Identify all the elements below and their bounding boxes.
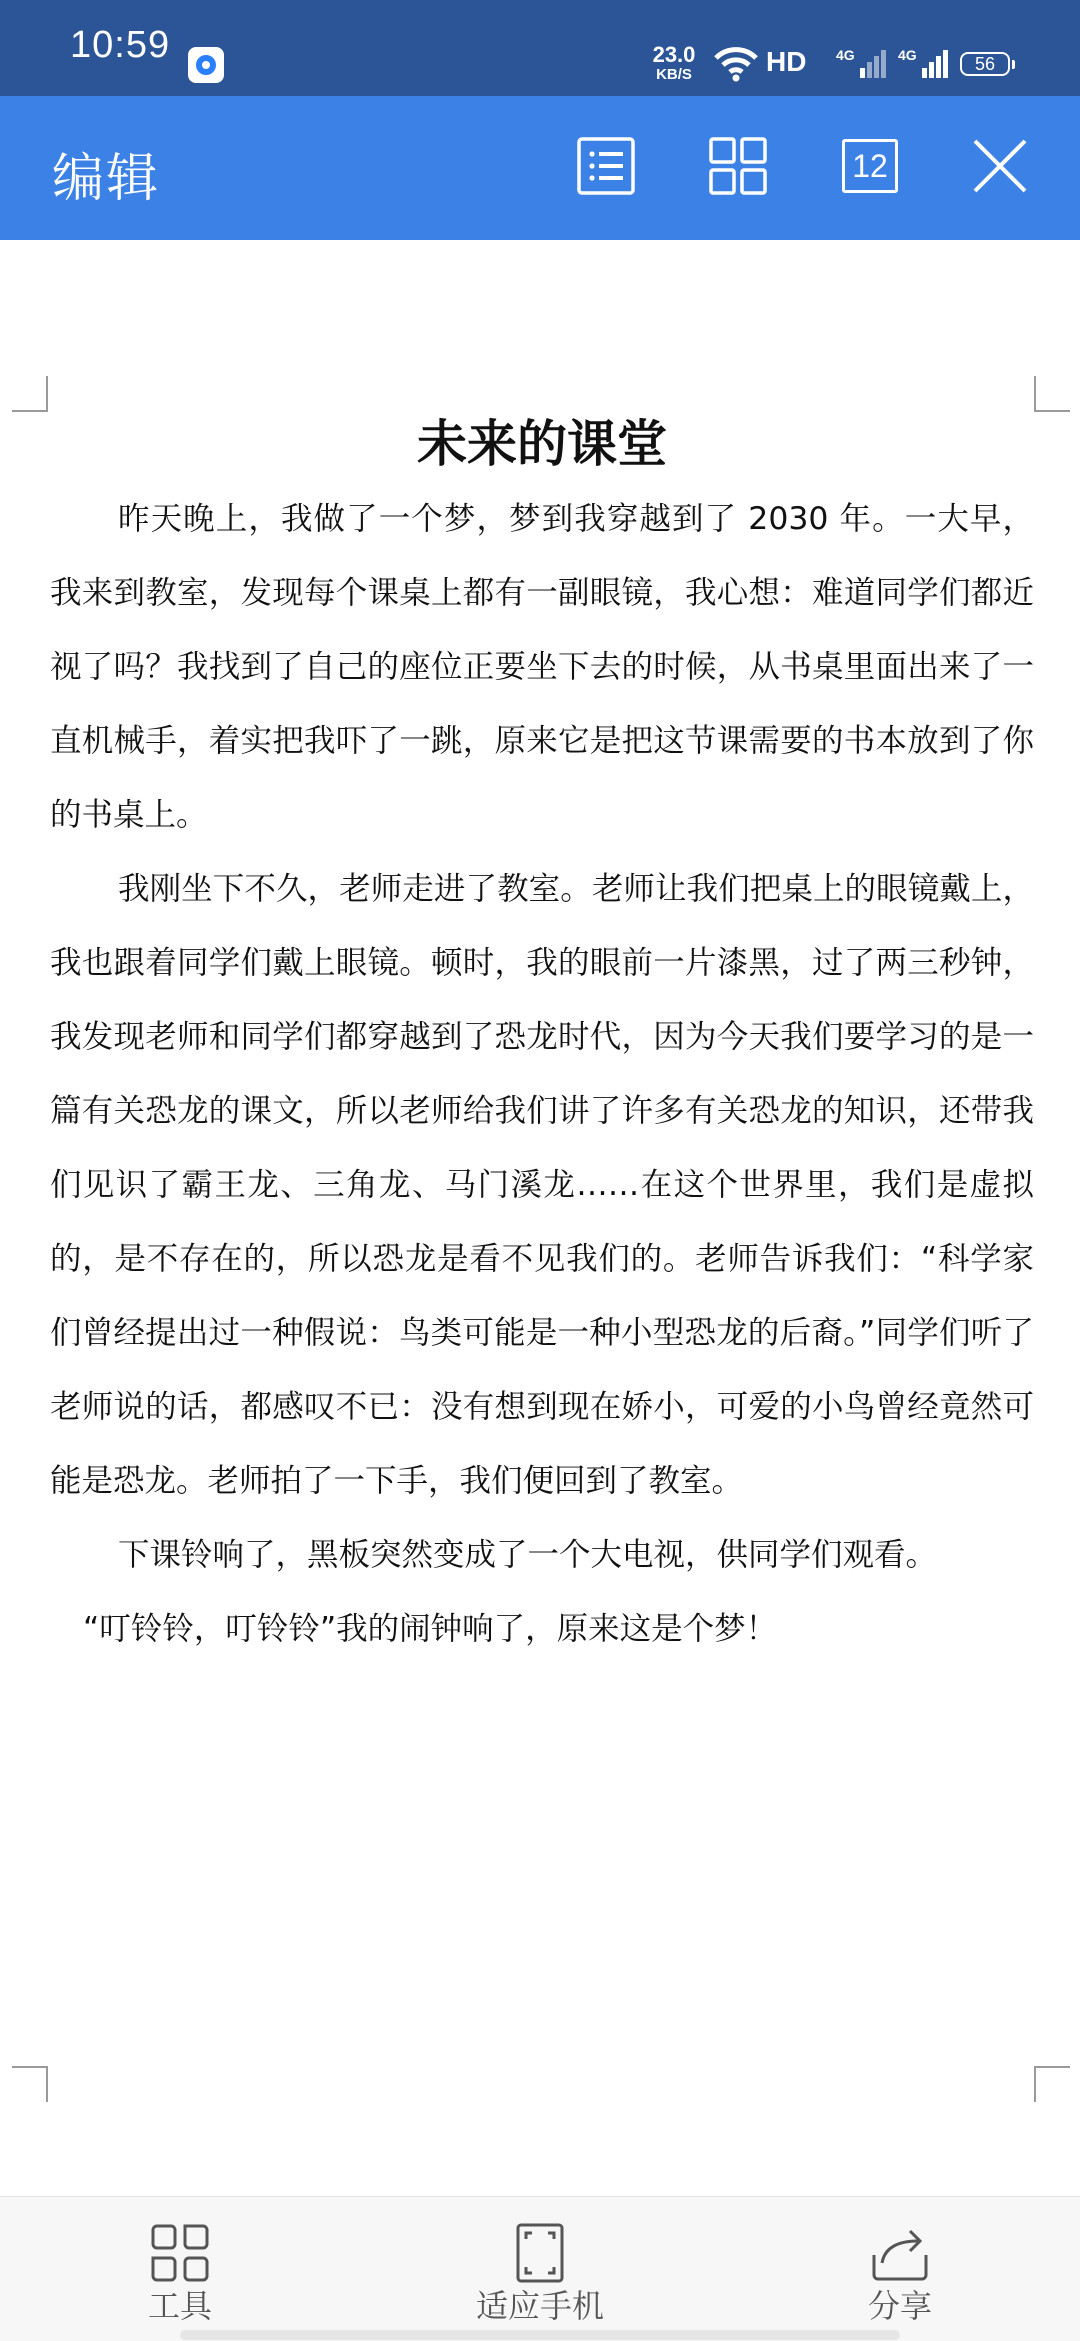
signal-icon-1 xyxy=(836,46,888,84)
document-paragraph: “叮铃铃，叮铃铃”我的闹钟响了，原来这是个梦！ xyxy=(83,1611,778,1647)
page-number-button[interactable] xyxy=(838,134,902,198)
signal1-label: 4G xyxy=(836,47,855,63)
document-page[interactable] xyxy=(50,408,1034,1666)
signal2-label: 4G xyxy=(898,47,917,63)
grid-icon xyxy=(708,136,768,196)
network-speed-value: 23.0 xyxy=(652,42,696,67)
document-paragraph: 我刚坐下不久，老师走进了教室。老师让我们把桌上的眼镜戴上，我也跟着同学们戴上眼镜。顿时，我的眼前一片漆黑，过了两三秒钟，我发现老师和同学们都穿越到了恐龙时代，因为今天我们要学习的是一篇有关恐龙的课文，所以老师给我们讲了许多有关恐龙的知识，还带我们见识了霸王龙、三角龙、马门溪龙……在这个世界里，我们是虚拟的，是不存在的，所以恐龙是看不见我们的。老师告诉我们：“科学家们曾经提出过一种假说：鸟类可能是一种小型恐龙的后裔。”同学们听了老师说的话，都感叹不已：没有想到现在娇小，可爱的小鸟曾经竟然可能是恐龙。老师拍了一下手，我们便回到了教室。 xyxy=(50,871,1034,1499)
close-icon xyxy=(970,136,1030,196)
fit-screen-icon xyxy=(510,2223,570,2283)
close-button[interactable] xyxy=(968,134,1032,198)
page-corner-mark xyxy=(1034,2066,1070,2102)
tools-button[interactable] xyxy=(60,2197,300,2341)
fit-phone-label: 适应手机 xyxy=(475,2287,604,2325)
signal-icon-2 xyxy=(898,46,950,84)
battery-icon: 56 xyxy=(960,52,1010,76)
bottom-bar xyxy=(0,2196,1080,2341)
status-time: 10:59 xyxy=(70,24,171,66)
document-title: 未来的课堂 xyxy=(417,415,667,473)
page-number-icon: 12 xyxy=(842,139,898,193)
fit-phone-button[interactable] xyxy=(420,2197,660,2341)
page-corner-mark xyxy=(12,2066,48,2102)
outline-icon xyxy=(576,136,636,196)
document-paragraph: 昨天晚上，我做了一个梦，梦到我穿越到了 2030 年。一大早，我来到教室，发现每个课桌上都有一副眼镜，我心想：难道同学们都近视了吗？我找到了自己的座位正要坐下去的时候，从书桌里面出来了一直机械手，着实把我吓了一跳，原来它是把这节课需要的书本放到了你的书桌上。 xyxy=(50,501,1034,833)
tools-label: 工具 xyxy=(147,2287,212,2325)
network-speed-unit: KB/S xyxy=(656,66,692,83)
grid-view-button[interactable] xyxy=(706,134,770,198)
status-bar xyxy=(0,0,1080,96)
share-button[interactable] xyxy=(780,2197,1020,2341)
share-label: 分享 xyxy=(867,2287,932,2325)
notification-app-icon xyxy=(188,47,224,83)
document-paragraph: 下课铃响了，黑板突然变成了一个大电视，供同学们观看。 xyxy=(118,1537,938,1573)
tools-icon xyxy=(150,2223,210,2283)
toolbar-title[interactable]: 编辑 xyxy=(52,149,161,209)
share-icon xyxy=(870,2223,930,2283)
outline-button[interactable] xyxy=(574,134,638,198)
page-corner-mark xyxy=(12,376,48,412)
toolbar xyxy=(0,96,1080,240)
page-corner-mark xyxy=(1034,376,1070,412)
hd-label: HD xyxy=(766,46,807,77)
scroll-indicator xyxy=(180,2330,900,2340)
network-speed xyxy=(646,44,702,82)
wifi-icon xyxy=(714,46,758,86)
